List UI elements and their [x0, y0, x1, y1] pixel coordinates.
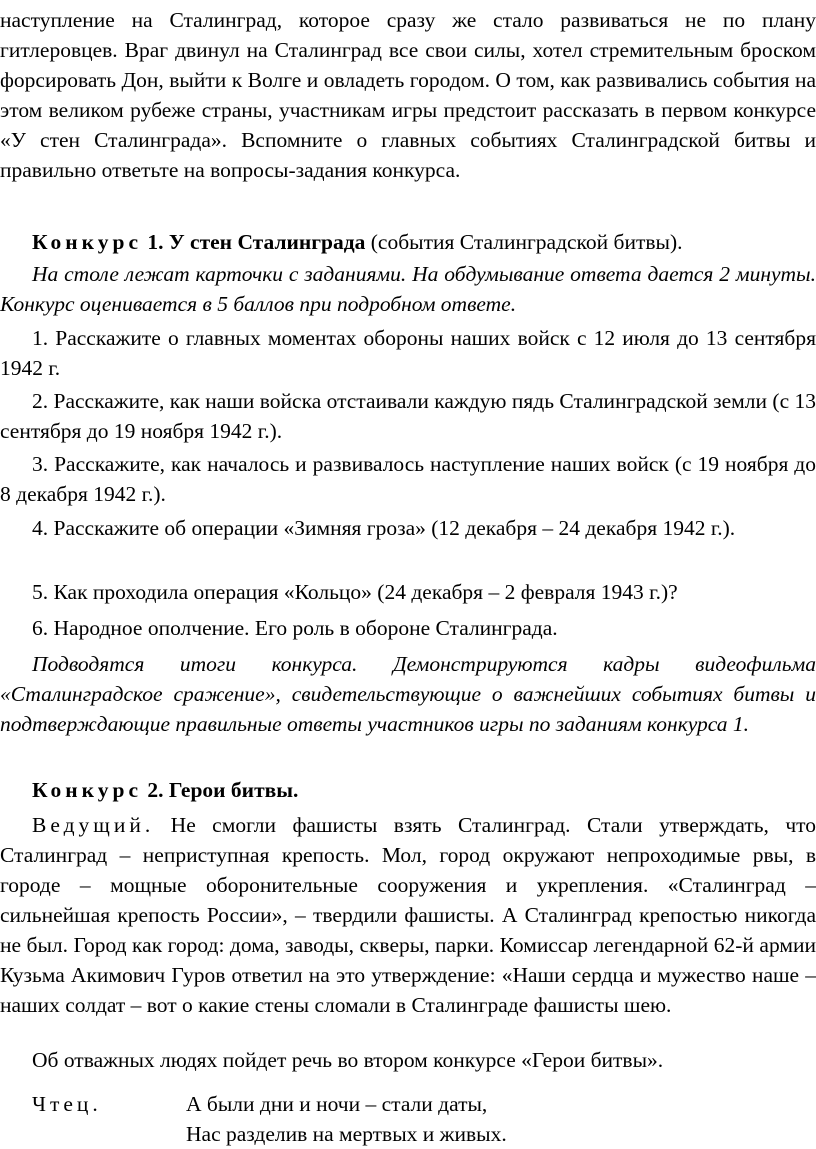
question-2: 2. Расскажите, как наши войска отстаивали каждую пядь Сталинградской земли (с 13 сентября до 19 ноября 1942 г.).	[0, 389, 816, 443]
question-3: 3. Расскажите, как началось и развивалось наступление наших войск (с 19 ноября до 8 декабря 1942 г.).	[0, 452, 816, 506]
host-paragraph-2: Об отважных людях пойдет речь во втором конкурсе «Герои битвы».	[32, 1048, 664, 1072]
poem-line-1: А были дни и ночи – стали даты,	[186, 1092, 488, 1116]
contest1-word: Конкурс	[32, 230, 142, 254]
contest1-number: 1.	[147, 230, 164, 254]
contest1-subtitle: (события Сталинградской битвы).	[370, 230, 683, 254]
host-paragraph	[0, 810, 816, 1020]
intro-paragraph: наступление на Сталинград, которое сразу же стало развиваться не по плану гитлеровцев. Враг двинул на Сталинград все свои силы, хотел стремительным броском форсировать Дон, выйти к Волге и овладеть городом. О том, как развивались события на этом великом рубеже страны, участникам игры предстоит рассказать в первом конкурсе «У стен Сталинграда». Вспомните о главных событиях Сталинградской битвы и правильно ответьте на вопросы-задания конкурса.	[0, 8, 816, 182]
reader-label: Чтец.	[32, 1092, 102, 1116]
contest1-title: У стен Сталинграда	[168, 230, 366, 254]
contest2-word: Конкурс	[32, 778, 142, 802]
contest2-heading	[0, 775, 816, 805]
question-6: 6. Народное ополчение. Его роль в обороне Сталинграда.	[32, 616, 558, 640]
question-1: 1. Расскажите о главных моментах обороны наших войск с 12 июля до 13 сентября 1942 г.	[0, 326, 816, 380]
poem-line-2: Нас разделив на мертвых и живых.	[186, 1122, 507, 1146]
host-label: Ведущий.	[32, 813, 155, 837]
host-text: Не смогли фашисты взять Сталинград. Стали утверждать, что Сталинград – неприступная крепость. Мол, город окружают непроходимые рвы, в городе – мощные оборонительные сооружения и укрепления. «Сталинград – сильнейшая крепость России», – твердили фашисты. А Сталинград крепостью никогда не был. Город как город: дома, заводы, скверы, парки. Комиссар легендарной 62-й армии Кузьма Акимович Гуров ответил на это утверждение: «Наши сердца и мужество наше – наших солдат – вот о какие стены сломали в Сталинграде фашисты шею.	[0, 813, 816, 1017]
question-5: 5. Как проходила операция «Кольцо» (24 декабря – 2 февраля 1943 г.)?	[32, 580, 678, 604]
contest1-heading	[0, 227, 816, 257]
contest1-instruction: На столе лежат карточки с заданиями. На обдумывание ответа дается 2 минуты. Конкурс оценивается в 5 баллов при подробном ответе.	[0, 262, 816, 316]
contest2-title: 2. Герои битвы.	[147, 778, 299, 802]
question-4: 4. Расскажите об операции «Зимняя гроза» (12 декабря – 24 декабря 1942 г.).	[32, 516, 736, 540]
contest1-summary: Подводятся итоги конкурса. Демонстрируются кадры видеофильма «Сталинградское сражение», свидетельствующие о важнейших событиях битвы и подтверждающие правильные ответы участников игры по заданиям конкурса 1.	[0, 652, 816, 736]
